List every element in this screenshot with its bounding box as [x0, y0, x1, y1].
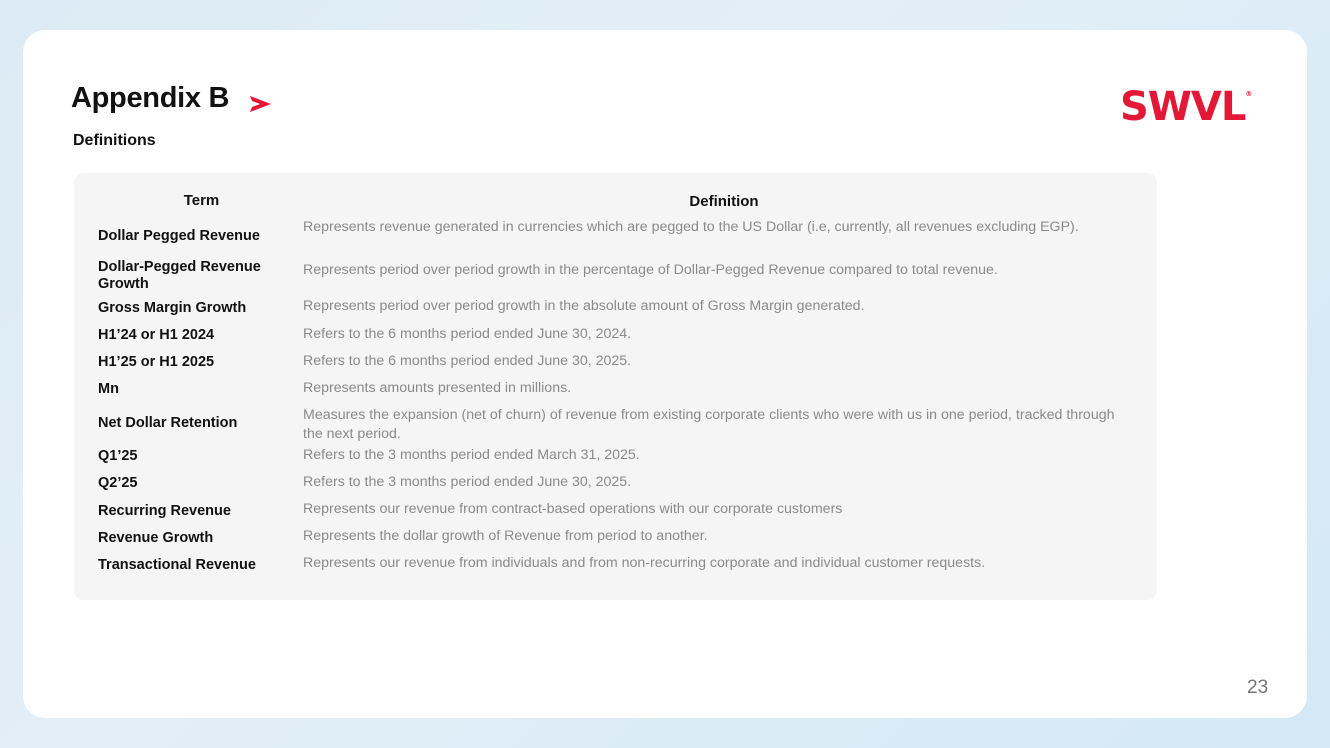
term-cell: Mn [98, 381, 119, 397]
definition-cell: Represents our revenue from contract-based operations with our corporate customers [303, 501, 843, 517]
definition-cell: Refers to the 3 months period ended March 31, 2025. [303, 447, 640, 463]
slide-card [23, 30, 1307, 718]
term-cell: H1’24 or H1 2024 [98, 327, 215, 343]
definition-cell: Represents period over period growth in the absolute amount of Gross Margin generated. [303, 298, 865, 314]
column-header-definition: Definition [689, 193, 759, 210]
definition-cell: Represents the dollar growth of Revenue from period to another. [303, 528, 708, 544]
definition-cell: Represents revenue generated in currencies which are pegged to the US Dollar (i.e, currently, all revenues excluding EGP). [303, 219, 1079, 235]
term-cell: Net Dollar Retention [98, 415, 238, 431]
term-cell: Revenue Growth [98, 530, 214, 546]
page-title: Appendix B [71, 82, 230, 114]
brand-logo-text: SWVL [1120, 84, 1246, 130]
term-cell: H1’25 or H1 2025 [98, 354, 215, 370]
definition-cell: Represents our revenue from individuals and from non-recurring corporate and individual customer requests. [303, 555, 986, 571]
registered-mark: ® [1245, 90, 1252, 98]
definition-cell: Measures the expansion (net of churn) of revenue from existing corporate clients who were with us in one period, tracked through the next period. [303, 407, 1115, 442]
term-cell: Dollar-Pegged Revenue Growth [98, 259, 261, 292]
definition-cell: Represents period over period growth in the percentage of Dollar-Pegged Revenue compared to total revenue. [303, 262, 998, 278]
definition-cell: Refers to the 6 months period ended June 30, 2024. [303, 326, 632, 342]
term-cell: Recurring Revenue [98, 503, 231, 519]
column-header-term: Term [183, 192, 220, 209]
term-cell: Q1’25 [98, 448, 138, 464]
brand-logo [1120, 84, 1251, 130]
page-number: 23 [1247, 677, 1269, 698]
term-cell: Transactional Revenue [98, 557, 256, 573]
chevron-right-icon [247, 92, 277, 116]
definition-cell: Refers to the 3 months period ended June 30, 2025. [303, 474, 632, 490]
term-cell: Q2’25 [98, 475, 138, 491]
definitions-table [74, 173, 1157, 600]
definition-cell: Refers to the 6 months period ended June 30, 2025. [303, 353, 632, 369]
definition-cell: Represents amounts presented in millions. [303, 380, 572, 396]
term-cell: Gross Margin Growth [98, 300, 247, 316]
term-cell: Dollar Pegged Revenue [98, 228, 260, 244]
page-subtitle: Definitions [73, 132, 156, 149]
